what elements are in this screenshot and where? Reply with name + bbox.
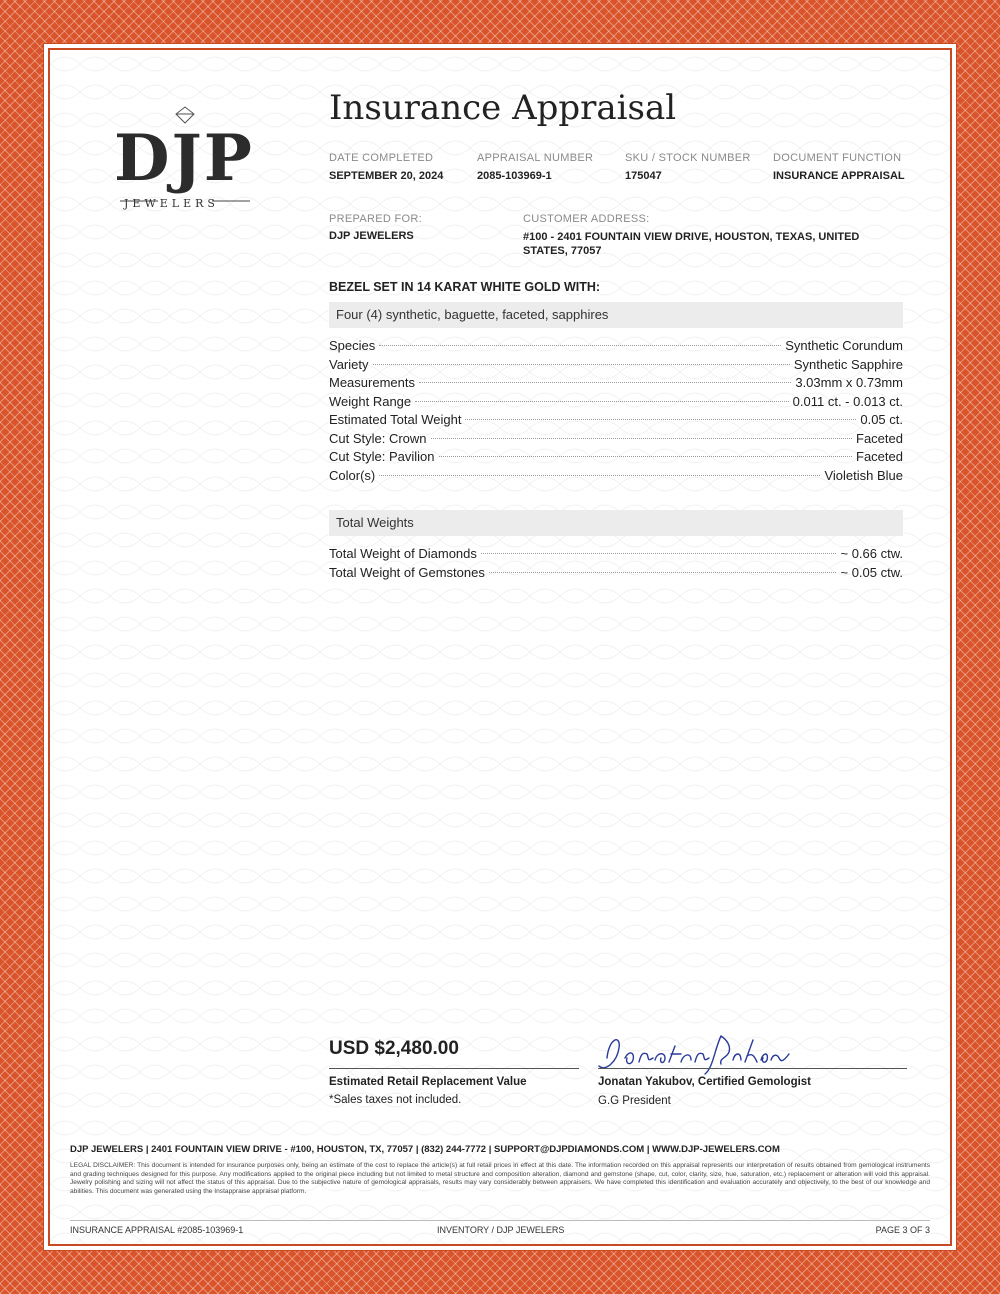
page-number: PAGE 3 OF 3 — [875, 1225, 930, 1235]
spec-value: Faceted — [856, 430, 903, 446]
spec-key: Species — [329, 338, 376, 353]
customer-address-value: #100 - 2401 FOUNTAIN VIEW DRIVE, HOUSTON, TEXAS, UNITED STATES, 77057 — [523, 231, 860, 257]
document-function-label: DOCUMENT FUNCTION — [773, 152, 902, 164]
spec-value: 3.03mm x 0.73mm — [795, 375, 903, 390]
total-value: ~ 0.66 ctw. — [840, 546, 903, 561]
item-description-band: Four (4) synthetic, baguette, faceted, sapphires — [329, 302, 903, 328]
footer-rule — [70, 1220, 930, 1221]
document-page — [50, 50, 950, 1244]
dot-leader — [481, 553, 837, 554]
appraisal-number-label: APPRAISAL NUMBER — [477, 152, 594, 164]
total-key: Total Weight of Diamonds — [329, 546, 477, 561]
company-logo — [110, 105, 260, 215]
date-completed-value: SEPTEMBER 20, 2024 — [329, 170, 444, 182]
spec-value: 0.011 ct. - 0.013 ct. — [792, 393, 903, 409]
prepared-for-label: PREPARED FOR: — [329, 213, 422, 225]
total-value: ~ 0.05 ctw. — [840, 564, 903, 580]
dot-leader — [419, 382, 791, 383]
spec-key: Cut Style: Crown — [329, 430, 427, 446]
legal-disclaimer: LEGAL DISCLAIMER: This document is intended for insurance purposes only, being an estimate of the cost to replace the article(s) at full retail prices in effect at this date. The information recorded on this appraisal represents our interpretation of results obtained from gemological instruments and grading techniques designed for this purpose. Any modifications applied to the original piece including but not limited to metal structure and composition alteration, diamond and gemstone (shape, cut, color, clarity, size, hue, saturation, etc.) replacement or alteration will void this appraisal. Jewelry polishing and sizing will not affect the status of this appraisal. Due to the subjective nature of gemological appraisals, results may vary considerably between appraisers. We have completed this identification and evaluation accurately and objectively, to the best of our knowledge and abilities. This document was generated using the Instappraise appraisal platform. — [70, 1162, 930, 1195]
appraisal-number-value: 2085-103969-1 — [477, 170, 552, 182]
spec-value: 0.05 ct. — [860, 412, 903, 427]
logo-text: DJP — [114, 121, 254, 196]
footer-contact: DJP JEWELERS | 2401 FOUNTAIN VIEW DRIVE - #100, HOUSTON, TX, 77057 | (832) 244-7772 | SUPPORT@DJPDIAMONDS.COM | WWW.DJP-JEWELERS.COM — [70, 1144, 780, 1155]
spec-row — [329, 431, 903, 450]
signature-rule — [598, 1068, 907, 1069]
spec-row — [329, 412, 903, 431]
spec-key: Color(s) — [329, 467, 376, 483]
spec-key: Measurements — [329, 375, 415, 390]
document-function-value: INSURANCE APPRAISAL — [773, 170, 905, 182]
spec-key: Variety — [329, 356, 369, 372]
signer-name: Jonatan Yakubov, Certified Gemologist — [598, 1076, 812, 1088]
total-weights-band: Total Weights — [329, 510, 903, 536]
spec-row — [329, 449, 903, 468]
dot-leader — [465, 419, 856, 420]
footer-appraisal-id: INSURANCE APPRAISAL #2085-103969-1 — [70, 1225, 244, 1235]
signer-title: G.G President — [598, 1095, 671, 1107]
spec-row — [329, 468, 903, 487]
item-heading: BEZEL SET IN 14 KARAT WHITE GOLD WITH: — [329, 280, 601, 294]
spec-row — [329, 375, 903, 394]
dot-leader — [439, 456, 853, 457]
dot-leader — [415, 401, 789, 402]
spec-key: Estimated Total Weight — [329, 412, 462, 427]
spec-row — [329, 338, 903, 357]
price-rule — [329, 1068, 579, 1069]
replacement-price: USD $2,480.00 — [329, 1038, 459, 1059]
dot-leader — [431, 438, 852, 439]
spec-value: Synthetic Corundum — [785, 338, 903, 353]
date-completed-label: DATE COMPLETED — [329, 152, 434, 164]
spec-value: Synthetic Sapphire — [793, 356, 903, 372]
footer-inventory: INVENTORY / DJP JEWELERS — [437, 1225, 565, 1235]
dot-leader — [373, 364, 790, 365]
dot-leader — [379, 345, 781, 346]
spec-row — [329, 394, 903, 413]
sales-tax-note: *Sales taxes not included. — [329, 1094, 462, 1106]
spec-key: Cut Style: Pavilion — [329, 449, 435, 464]
total-row — [329, 565, 903, 584]
totals-list — [329, 546, 903, 583]
spec-key: Weight Range — [329, 393, 412, 409]
spec-value: Violetish Blue — [824, 467, 903, 483]
spec-value: Faceted — [856, 449, 903, 464]
logo-subtitle: JEWELERS — [124, 197, 219, 210]
total-row — [329, 546, 903, 565]
total-key: Total Weight of Gemstones — [329, 564, 485, 580]
spec-list — [329, 338, 903, 486]
prepared-for-value: DJP JEWELERS — [329, 230, 414, 242]
spec-row — [329, 357, 903, 376]
sku-value: 175047 — [625, 170, 662, 182]
dot-leader — [379, 475, 820, 476]
page-title: Insurance Appraisal — [329, 88, 677, 128]
replacement-value-label: Estimated Retail Replacement Value — [329, 1076, 527, 1088]
customer-address-label: CUSTOMER ADDRESS: — [523, 213, 650, 225]
sku-label: SKU / STOCK NUMBER — [625, 152, 751, 164]
dot-leader — [489, 572, 837, 573]
